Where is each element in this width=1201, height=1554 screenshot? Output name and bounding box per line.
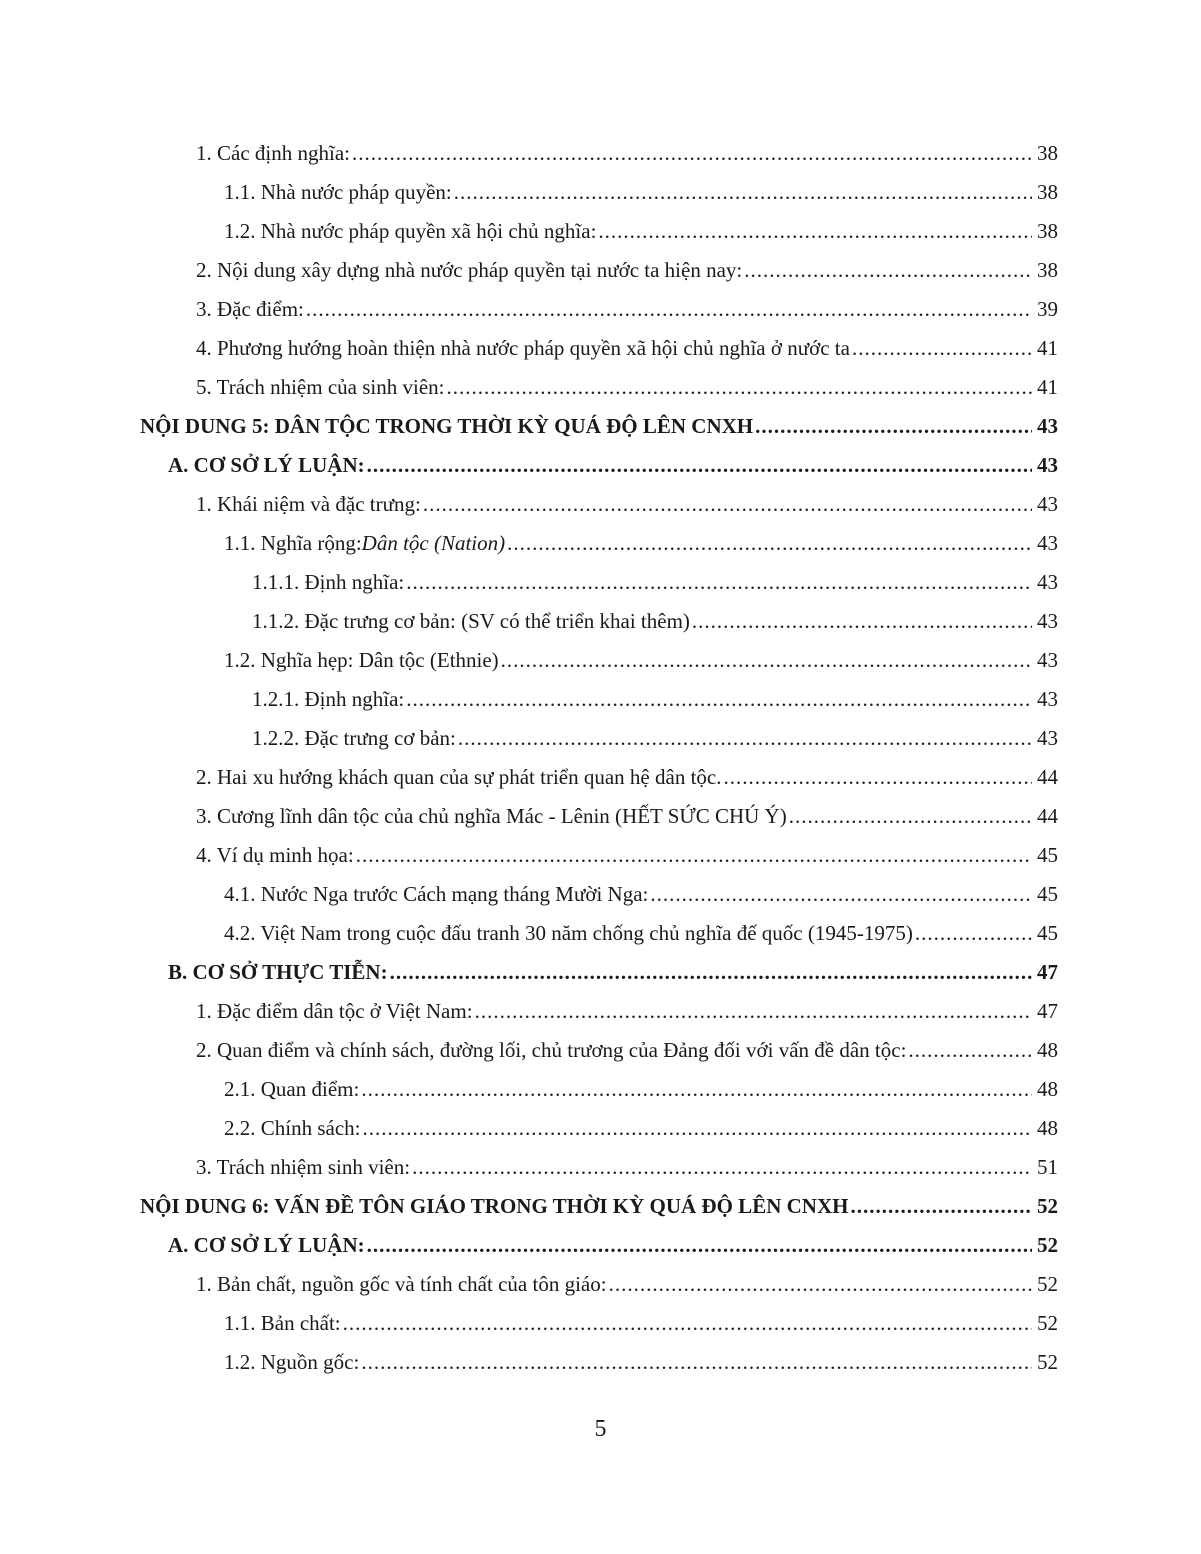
toc-entry-title: 1.1. Nghĩa rộng: bbox=[224, 531, 362, 555]
toc-entry[interactable] bbox=[140, 680, 1058, 719]
dot-leader bbox=[609, 1265, 1032, 1304]
toc-entry-page: 52 bbox=[1037, 1350, 1058, 1374]
toc-entry-title: 3. Cương lĩnh dân tộc của chủ nghĩa Mác - Lênin (HẾT SỨC CHÚ Ý) bbox=[196, 804, 787, 828]
toc-entry[interactable] bbox=[140, 1304, 1058, 1343]
toc-entry-page: 43 bbox=[1037, 453, 1058, 477]
toc-entry-page: 43 bbox=[1037, 570, 1058, 594]
toc-entry-page: 51 bbox=[1037, 1155, 1058, 1179]
toc-entry-title: 4. Ví dụ minh họa: bbox=[196, 843, 354, 867]
toc-entry[interactable] bbox=[140, 1031, 1058, 1070]
toc-entry-title: 4. Phương hướng hoàn thiện nhà nước pháp quyền xã hội chủ nghĩa ở nước ta bbox=[196, 336, 850, 360]
toc-entry-title: 5. Trách nhiệm của sinh viên: bbox=[196, 375, 445, 399]
toc-entry[interactable] bbox=[140, 485, 1058, 524]
dot-leader bbox=[650, 875, 1032, 914]
toc-entry-title: 3. Đặc điểm: bbox=[196, 297, 304, 321]
toc-entry-title: 1. Khái niệm và đặc trưng: bbox=[196, 492, 421, 516]
toc-entry-title: B. CƠ SỞ THỰC TIỄN: bbox=[168, 960, 388, 984]
dot-leader bbox=[367, 1226, 1032, 1265]
dot-leader bbox=[412, 1148, 1032, 1187]
dot-leader bbox=[915, 914, 1032, 953]
toc-entry-page: 44 bbox=[1037, 765, 1058, 789]
dot-leader bbox=[343, 1304, 1032, 1343]
toc-entry-title-italic: Dân tộc (Nation) bbox=[361, 531, 506, 555]
dot-leader bbox=[423, 485, 1032, 524]
toc-entry-page: 38 bbox=[1037, 180, 1058, 204]
toc-entry[interactable] bbox=[140, 992, 1058, 1031]
toc-entry-page: 38 bbox=[1037, 219, 1058, 243]
dot-leader bbox=[361, 1070, 1032, 1109]
toc-entry-page: 52 bbox=[1037, 1233, 1058, 1257]
toc-entry-page: 52 bbox=[1037, 1272, 1058, 1296]
toc-entry[interactable] bbox=[140, 1070, 1058, 1109]
toc-entry-page: 38 bbox=[1037, 141, 1058, 165]
toc-entry-title: NỘI DUNG 6: VẤN ĐỀ TÔN GIÁO TRONG THỜI KỲ QUÁ ĐỘ LÊN CNXH bbox=[140, 1194, 849, 1218]
toc-entry[interactable] bbox=[140, 758, 1058, 797]
toc-entry-title: 1.2. Nghĩa hẹp: Dân tộc (Ethnie) bbox=[224, 648, 499, 672]
toc-entry-page: 44 bbox=[1037, 804, 1058, 828]
toc-entry-page: 43 bbox=[1037, 531, 1058, 555]
toc-entry-page: 43 bbox=[1037, 726, 1058, 750]
toc-entry-page: 47 bbox=[1037, 960, 1058, 984]
toc-entry-page: 47 bbox=[1037, 999, 1058, 1023]
toc-entry[interactable] bbox=[140, 368, 1058, 407]
toc-entry-title: 1.2.1. Định nghĩa: bbox=[252, 687, 405, 711]
dot-leader bbox=[363, 1109, 1033, 1148]
dot-leader bbox=[475, 992, 1032, 1031]
toc-entry-title: 2. Quan điểm và chính sách, đường lối, chủ trương của Đảng đối với vấn đề dân tộc: bbox=[196, 1038, 907, 1062]
toc-entry-title: 2. Nội dung xây dựng nhà nước pháp quyền tại nước ta hiện nay: bbox=[196, 258, 743, 282]
toc-entry[interactable] bbox=[140, 563, 1058, 602]
toc-entry[interactable] bbox=[140, 134, 1058, 173]
toc-entry[interactable] bbox=[140, 407, 1058, 446]
toc-entry-title: 2. Hai xu hướng khách quan của sự phát triển quan hệ dân tộc. bbox=[196, 765, 722, 789]
dot-leader bbox=[744, 251, 1032, 290]
dot-leader bbox=[501, 641, 1032, 680]
toc-entry-page: 45 bbox=[1037, 882, 1058, 906]
toc-entry-page: 48 bbox=[1037, 1116, 1058, 1140]
toc-entry-page: 39 bbox=[1037, 297, 1058, 321]
toc-entry-title: 1. Đặc điểm dân tộc ở Việt Nam: bbox=[196, 999, 473, 1023]
toc-entry[interactable] bbox=[140, 1226, 1058, 1265]
toc-entry[interactable] bbox=[140, 602, 1058, 641]
toc-entry-page: 43 bbox=[1037, 648, 1058, 672]
toc-entry[interactable] bbox=[140, 524, 1058, 563]
toc-entry-page: 48 bbox=[1037, 1077, 1058, 1101]
dot-leader bbox=[789, 797, 1032, 836]
toc-entry-title: 1.1.1. Định nghĩa: bbox=[252, 570, 405, 594]
dot-leader bbox=[458, 719, 1032, 758]
toc-entry-page: 38 bbox=[1037, 258, 1058, 282]
toc-entry-page: 43 bbox=[1037, 414, 1058, 438]
toc-entry-page: 45 bbox=[1037, 921, 1058, 945]
toc-entry-title: NỘI DUNG 5: DÂN TỘC TRONG THỜI KỲ QUÁ ĐỘ LÊN CNXH bbox=[140, 414, 754, 438]
dot-leader bbox=[598, 212, 1032, 251]
dot-leader bbox=[406, 680, 1032, 719]
toc-entry-title: 4.1. Nước Nga trước Cách mạng tháng Mười Nga: bbox=[224, 882, 649, 906]
toc-entry-page: 41 bbox=[1037, 336, 1058, 360]
toc-entry-title: 2.1. Quan điểm: bbox=[224, 1077, 360, 1101]
dot-leader bbox=[692, 602, 1032, 641]
toc-entry-page: 52 bbox=[1037, 1311, 1058, 1335]
toc-entry[interactable] bbox=[140, 329, 1058, 368]
dot-leader bbox=[507, 524, 1032, 563]
toc-entry-page: 41 bbox=[1037, 375, 1058, 399]
toc-entry-title: 1. Các định nghĩa: bbox=[196, 141, 350, 165]
dot-leader bbox=[356, 836, 1032, 875]
dot-leader bbox=[446, 368, 1032, 407]
toc-entry-title: 4.2. Việt Nam trong cuộc đấu tranh 30 năm chống chủ nghĩa đế quốc (1945-1975) bbox=[224, 921, 913, 945]
dot-leader bbox=[390, 953, 1032, 992]
toc-entry-title: 1.1. Bản chất: bbox=[224, 1311, 341, 1335]
toc-entry-page: 43 bbox=[1037, 687, 1058, 711]
dot-leader bbox=[454, 173, 1032, 212]
toc-entry[interactable] bbox=[140, 1148, 1058, 1187]
toc-entry-page: 45 bbox=[1037, 843, 1058, 867]
toc-entry-page: 43 bbox=[1037, 609, 1058, 633]
dot-leader bbox=[852, 329, 1032, 368]
toc-entry[interactable] bbox=[140, 953, 1058, 992]
page-number: 5 bbox=[594, 1416, 607, 1442]
dot-leader bbox=[306, 290, 1032, 329]
toc-entry-page: 43 bbox=[1037, 492, 1058, 516]
dot-leader bbox=[755, 407, 1032, 446]
dot-leader bbox=[361, 1343, 1032, 1382]
toc-entry-title: 1.1. Nhà nước pháp quyền: bbox=[224, 180, 452, 204]
toc-entry-title: 1.2. Nguồn gốc: bbox=[224, 1350, 360, 1374]
table-of-contents bbox=[140, 134, 1058, 1382]
dot-leader bbox=[908, 1031, 1032, 1070]
toc-entry[interactable] bbox=[140, 641, 1058, 680]
toc-entry-title: 2.2. Chính sách: bbox=[224, 1116, 361, 1140]
toc-entry-title: A. CƠ SỞ LÝ LUẬN: bbox=[168, 453, 365, 477]
toc-entry[interactable] bbox=[140, 251, 1058, 290]
toc-entry[interactable] bbox=[140, 797, 1058, 836]
toc-entry-title: A. CƠ SỞ LÝ LUẬN: bbox=[168, 1233, 365, 1257]
toc-entry[interactable] bbox=[140, 212, 1058, 251]
toc-entry-title: 1.2.2. Đặc trưng cơ bản: bbox=[252, 726, 456, 750]
toc-entry[interactable] bbox=[140, 1109, 1058, 1148]
toc-entry[interactable] bbox=[140, 173, 1058, 212]
toc-entry-title: 1.1.2. Đặc trưng cơ bản: (SV có thể triển khai thêm) bbox=[252, 609, 690, 633]
dot-leader bbox=[367, 446, 1032, 485]
toc-entry[interactable] bbox=[140, 914, 1058, 953]
toc-entry-title: 1. Bản chất, nguồn gốc và tính chất của tôn giáo: bbox=[196, 1272, 607, 1296]
toc-entry-title: 3. Trách nhiệm sinh viên: bbox=[196, 1155, 411, 1179]
dot-leader bbox=[352, 134, 1032, 173]
toc-entry[interactable] bbox=[140, 1187, 1058, 1226]
toc-entry[interactable] bbox=[140, 290, 1058, 329]
dot-leader bbox=[406, 563, 1032, 602]
toc-entry[interactable] bbox=[140, 1265, 1058, 1304]
toc-entry[interactable] bbox=[140, 836, 1058, 875]
toc-entry[interactable] bbox=[140, 446, 1058, 485]
toc-entry[interactable] bbox=[140, 875, 1058, 914]
toc-entry[interactable] bbox=[140, 719, 1058, 758]
dot-leader bbox=[723, 758, 1032, 797]
toc-entry-title: 1.2. Nhà nước pháp quyền xã hội chủ nghĩa: bbox=[224, 219, 597, 243]
toc-entry-page: 52 bbox=[1037, 1194, 1058, 1218]
dot-leader bbox=[850, 1187, 1032, 1226]
toc-entry[interactable] bbox=[140, 1343, 1058, 1382]
toc-entry-page: 48 bbox=[1037, 1038, 1058, 1062]
